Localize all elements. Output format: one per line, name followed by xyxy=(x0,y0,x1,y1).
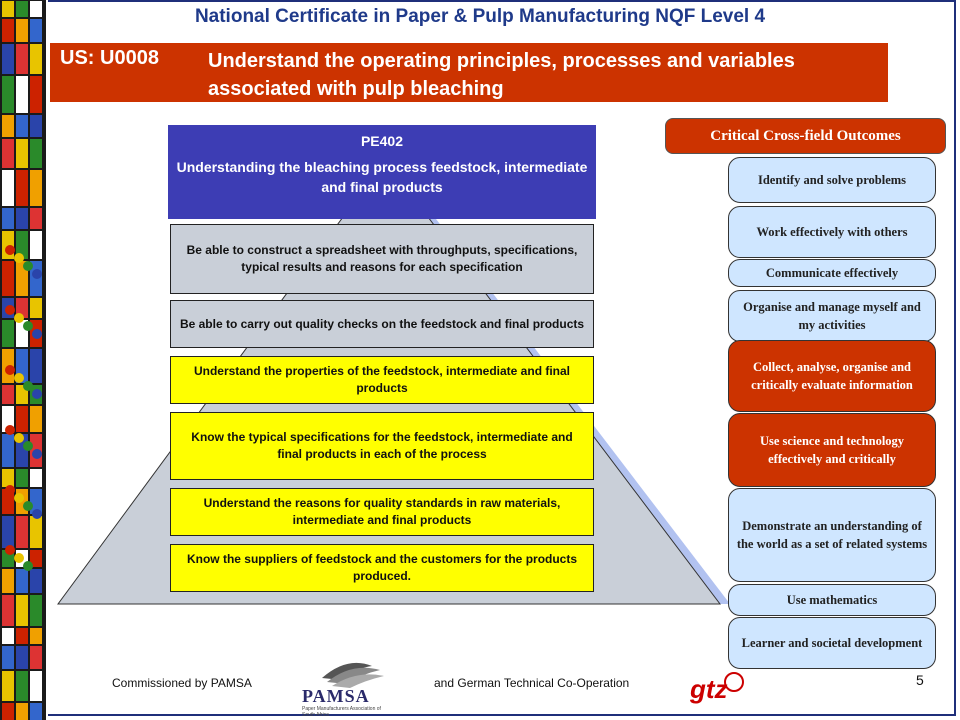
ccfo-item: Use mathematics xyxy=(728,584,936,616)
ccfo-item: Communicate effectively xyxy=(728,259,936,287)
pamsa-logo-subtitle: Paper Manufacturers Association of South Africa xyxy=(302,706,381,718)
page-number: 5 xyxy=(916,672,924,688)
ccfo-item: Demonstrate an understanding of the world as a set of related systems xyxy=(728,488,936,582)
pyramid-item: Be able to construct a spreadsheet with throughputs, specifications, typical results and reasons for each specification xyxy=(170,224,594,294)
unit-code: US: U0008 xyxy=(60,47,159,69)
ccfo-item-highlighted: Use science and technology effectively and critically xyxy=(728,413,936,487)
gtz-logo-icon xyxy=(686,668,746,708)
ccfo-item-highlighted: Collect, analyse, organise and critically evaluate information xyxy=(728,340,936,412)
outcome-title: Understanding the bleaching process feedstock, intermediate and final products xyxy=(176,159,588,195)
ccfo-item: Learner and societal development xyxy=(728,617,936,669)
ccfo-item: Work effectively with others xyxy=(728,206,936,258)
partner-text: and German Technical Co-Operation xyxy=(434,676,630,690)
unit-title: Understand the operating principles, processes and variables associated with pulp bleaching xyxy=(208,50,795,100)
commissioned-by-text: Commissioned by PAMSA xyxy=(112,676,252,690)
ccfo-heading: Critical Cross-field Outcomes xyxy=(665,118,946,154)
pyramid-item: Know the typical specifications for the feedstock, intermediate and final products in each of the process xyxy=(170,412,594,480)
gtz-logo-text: gtz xyxy=(690,674,728,704)
pyramid-item: Know the suppliers of feedstock and the customers for the products produced. xyxy=(170,544,594,592)
outcome-code: PE402 xyxy=(360,133,404,149)
pyramid-item: Understand the reasons for quality standards in raw materials, intermediate and final products xyxy=(170,488,594,536)
slide-title: National Certificate in Paper & Pulp Manufacturing NQF Level 4 xyxy=(194,6,766,27)
ccfo-item: Organise and manage myself and my activities xyxy=(728,290,936,342)
pyramid-item: Be able to carry out quality checks on the feedstock and final products xyxy=(170,300,594,348)
pamsa-logo-text: PAMSA xyxy=(302,686,370,706)
ccfo-item: Identify and solve problems xyxy=(728,157,936,203)
pyramid-top-outcome xyxy=(168,125,596,219)
pyramid-item: Understand the properties of the feedstock, intermediate and final products xyxy=(170,356,594,404)
